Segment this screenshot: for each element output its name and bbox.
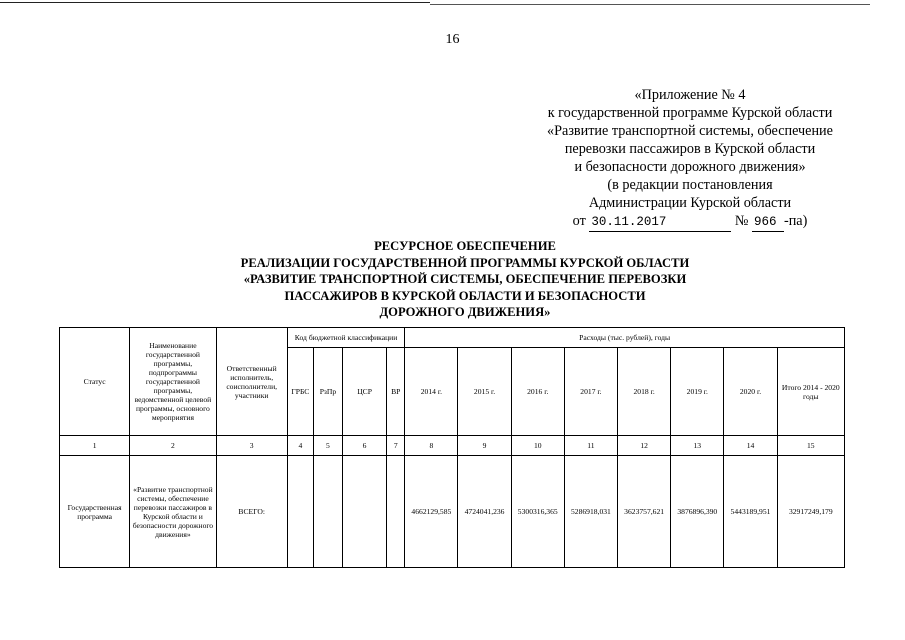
header-year: 2015 г. (458, 348, 511, 436)
cell-status: Государственная программа (60, 456, 130, 568)
header-csr: ЦСР (343, 348, 387, 436)
appendix-line: «Развитие транспортной системы, обеспечение (547, 123, 833, 139)
header-year: 2014 г. (405, 348, 458, 436)
cell-value-2015: 4724041,236 (458, 456, 511, 568)
cell-vr (387, 456, 405, 568)
scan-edge-line (0, 2, 430, 3)
appendix-date-line (520, 212, 860, 232)
column-number: 1 (60, 436, 130, 456)
column-number: 7 (387, 436, 405, 456)
column-number: 15 (777, 436, 844, 456)
column-number: 6 (343, 436, 387, 456)
title-line: «РАЗВИТИЕ ТРАНСПОРТНОЙ СИСТЕМЫ, ОБЕСПЕЧЕНИЕ ПЕРЕВОЗКИ (243, 272, 687, 287)
appendix-line: (в редакции постановления (607, 177, 773, 193)
column-number: 5 (313, 436, 342, 456)
decree-date: 30.11.2017 (589, 213, 731, 232)
cell-value-2020: 5443189,951 (724, 456, 777, 568)
title-line: РЕАЛИЗАЦИИ ГОСУДАРСТВЕННОЙ ПРОГРАММЫ КУРСКОЙ ОБЛАСТИ (240, 255, 690, 270)
appendix-line: и безопасности дорожного движения» (574, 159, 806, 175)
header-year: 2019 г. (671, 348, 724, 436)
cell-rzpr (313, 456, 342, 568)
cell-program-name: «Развитие транспортной системы, обеспечение перевозки пассажиров в Курской области и безопасности дорожного движения» (130, 456, 216, 568)
number-suffix: -па) (783, 213, 808, 229)
column-number: 8 (405, 436, 458, 456)
header-status: Статус (60, 328, 130, 436)
column-number: 3 (216, 436, 287, 456)
header-year: 2017 г. (564, 348, 617, 436)
header-rzpr: РзПр (313, 348, 342, 436)
header-vr: ВР (387, 348, 405, 436)
appendix-line: перевозки пассажиров в Курской области (564, 141, 816, 157)
date-prefix: от (572, 213, 586, 229)
column-number-row (60, 436, 845, 456)
decree-number: 966 (752, 213, 784, 232)
cell-csr (343, 456, 387, 568)
cell-grbs (287, 456, 313, 568)
appendix-header (520, 86, 860, 232)
title-line: ДОРОЖНОГО ДВИЖЕНИЯ» (379, 305, 551, 320)
appendix-line: Администрации Курской области (588, 195, 792, 211)
column-number: 14 (724, 436, 777, 456)
column-number: 9 (458, 436, 511, 456)
header-year: 2018 г. (618, 348, 671, 436)
cell-value-2019: 3876896,390 (671, 456, 724, 568)
cell-value-2018: 3623757,621 (618, 456, 671, 568)
header-grbs: ГРБС (287, 348, 313, 436)
header-program-name: Наименование государственной программы, подпрограммы государственной программы, ведомственной целевой программы, основного мероприятия (130, 328, 216, 436)
header-row (60, 328, 845, 348)
column-number: 2 (130, 436, 216, 456)
header-year: 2020 г. (724, 348, 777, 436)
resource-table (59, 327, 845, 568)
number-prefix: № (734, 213, 749, 229)
cell-value-total: 32917249,179 (777, 456, 844, 568)
title-line: РЕСУРСНОЕ ОБЕСПЕЧЕНИЕ (374, 239, 556, 253)
cell-value-2017: 5286918,031 (564, 456, 617, 568)
header-expenses: Расходы (тыс. рублей), годы (405, 328, 845, 348)
page-number: 16 (445, 32, 460, 47)
column-number: 13 (671, 436, 724, 456)
title-line: ПАССАЖИРОВ В КУРСКОЙ ОБЛАСТИ И БЕЗОПАСНОСТИ (284, 288, 646, 303)
scan-edge-line (430, 4, 870, 5)
table-row (60, 456, 845, 568)
cell-value-2014: 4662129,585 (405, 456, 458, 568)
cell-executor: ВСЕГО: (216, 456, 287, 568)
cell-value-2016: 5300316,365 (511, 456, 564, 568)
document-title (200, 238, 730, 321)
column-number: 10 (511, 436, 564, 456)
header-budget-code: Код бюджетной классификации (287, 328, 404, 348)
header-year: 2016 г. (511, 348, 564, 436)
appendix-line: к государственной программе Курской области (547, 105, 833, 121)
header-total: Итого 2014 - 2020 годы (777, 348, 844, 436)
column-number: 12 (618, 436, 671, 456)
header-executor: Ответственный исполнитель, соисполнители, участники (216, 328, 287, 436)
column-number: 11 (564, 436, 617, 456)
appendix-line: «Приложение № 4 (634, 87, 746, 103)
column-number: 4 (287, 436, 313, 456)
